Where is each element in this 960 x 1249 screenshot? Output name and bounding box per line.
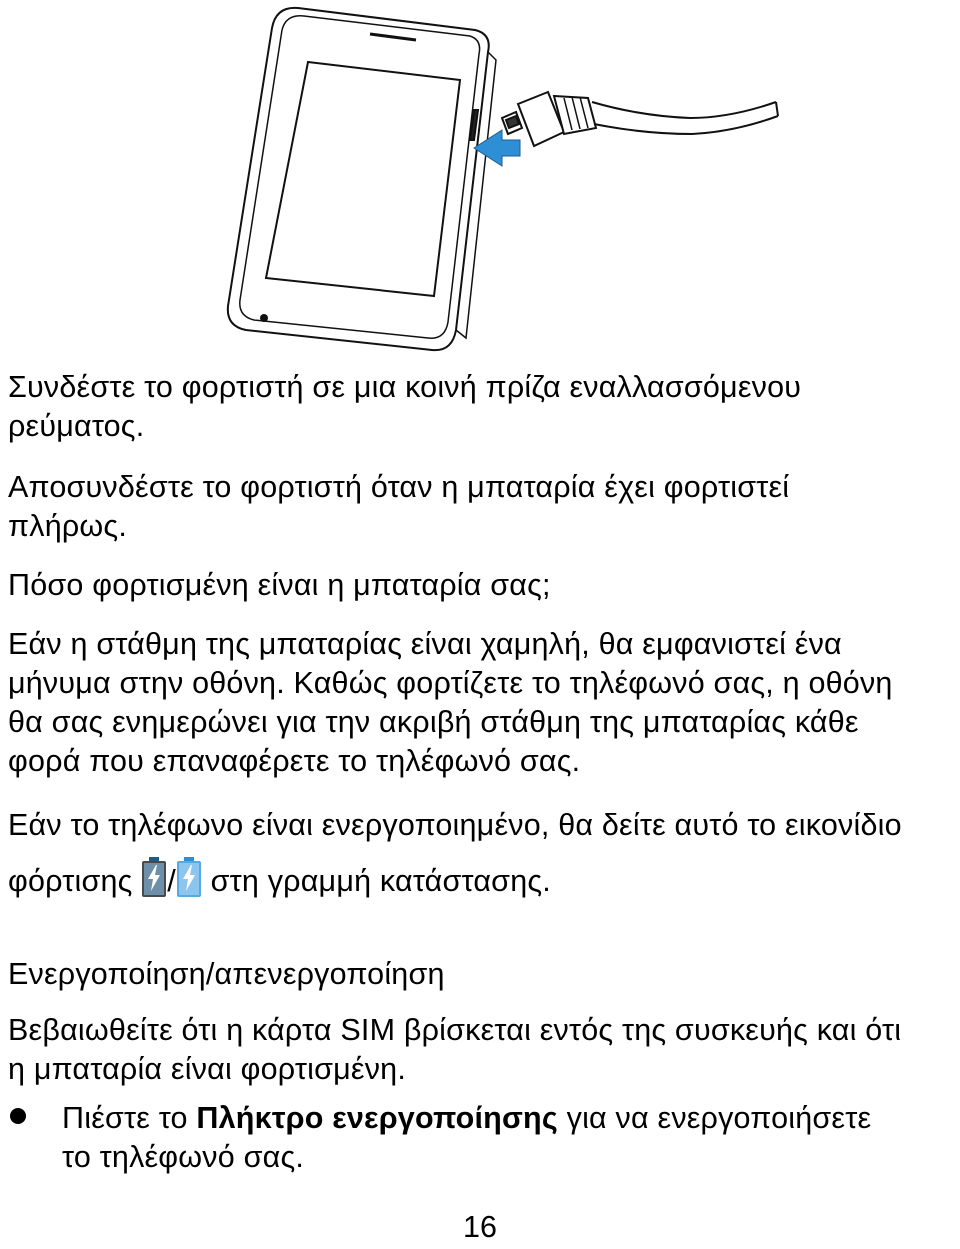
bullet-dot xyxy=(10,1108,26,1124)
power-key-label: Πλήκτρο ενεργοποίησης xyxy=(196,1101,558,1135)
phone-charging-illustration xyxy=(220,0,780,360)
text-fragment: στη γραμμή κατάστασης. xyxy=(201,864,551,898)
battery-level-heading xyxy=(8,566,954,605)
text-line: η μπαταρία είναι φορτισμένη. xyxy=(8,1052,407,1086)
text-line: Συνδέστε το φορτιστή σε μια κοινή πρίζα εναλλασσόμενου xyxy=(8,370,802,404)
text-line: Ενεργοποίηση/απενεργοποίηση xyxy=(8,957,445,991)
icon-separator: / xyxy=(167,864,176,898)
insert-arrow-icon xyxy=(474,130,520,166)
low-battery-paragraph xyxy=(8,625,954,781)
text-line: Βεβαιωθείτε ότι η κάρτα SIM βρίσκεται εντός της συσκευής και ότι xyxy=(8,1013,902,1047)
phone-illustration xyxy=(228,8,496,350)
charger-cable xyxy=(502,92,778,146)
sim-battery-paragraph xyxy=(8,1011,954,1089)
text-line xyxy=(62,1099,954,1138)
page-number: 16 xyxy=(463,1210,497,1244)
text-line: μήνυμα στην οθόνη. Καθώς φορτίζετε το τηλέφωνό σας, η οθόνη xyxy=(8,666,893,700)
text-fragment: Πιέστε το xyxy=(62,1101,197,1135)
charger-connect-paragraph xyxy=(8,368,954,446)
text-line: θα σας ενημερώνει για την ακριβή στάθμη της μπαταρίας κάθε xyxy=(8,705,859,739)
text-line: Εάν το τηλέφωνο είναι ενεργοποιημένο, θα δείτε αυτό το εικονίδιο xyxy=(8,808,902,842)
battery-charging-icon xyxy=(141,857,167,897)
text-line xyxy=(8,857,954,901)
text-fragment: φόρτισης xyxy=(8,864,142,898)
text-fragment: για να ενεργοποιήσετε xyxy=(557,1101,872,1135)
text-line: το τηλέφωνό σας. xyxy=(62,1140,305,1174)
battery-charging-alt-icon xyxy=(176,857,202,897)
text-line: φορά που επαναφέρετε το τηλέφωνό σας. xyxy=(8,744,581,778)
power-on-off-heading xyxy=(8,955,954,994)
charger-disconnect-paragraph xyxy=(8,468,954,546)
text-line: ρεύματος. xyxy=(8,409,145,443)
text-line: Εάν η στάθμη της μπαταρίας είναι χαμηλή, θα εμφανιστεί ένα xyxy=(8,627,842,661)
text-line: Πόσο φορτισμένη είναι η μπαταρία σας; xyxy=(8,568,551,602)
text-line: Αποσυνδέστε το φορτιστή όταν η μπαταρία έχει φορτιστεί xyxy=(8,470,790,504)
charging-icon-paragraph xyxy=(8,806,954,901)
text-line: πλήρως. xyxy=(8,509,127,543)
power-key-bullet xyxy=(62,1099,954,1177)
